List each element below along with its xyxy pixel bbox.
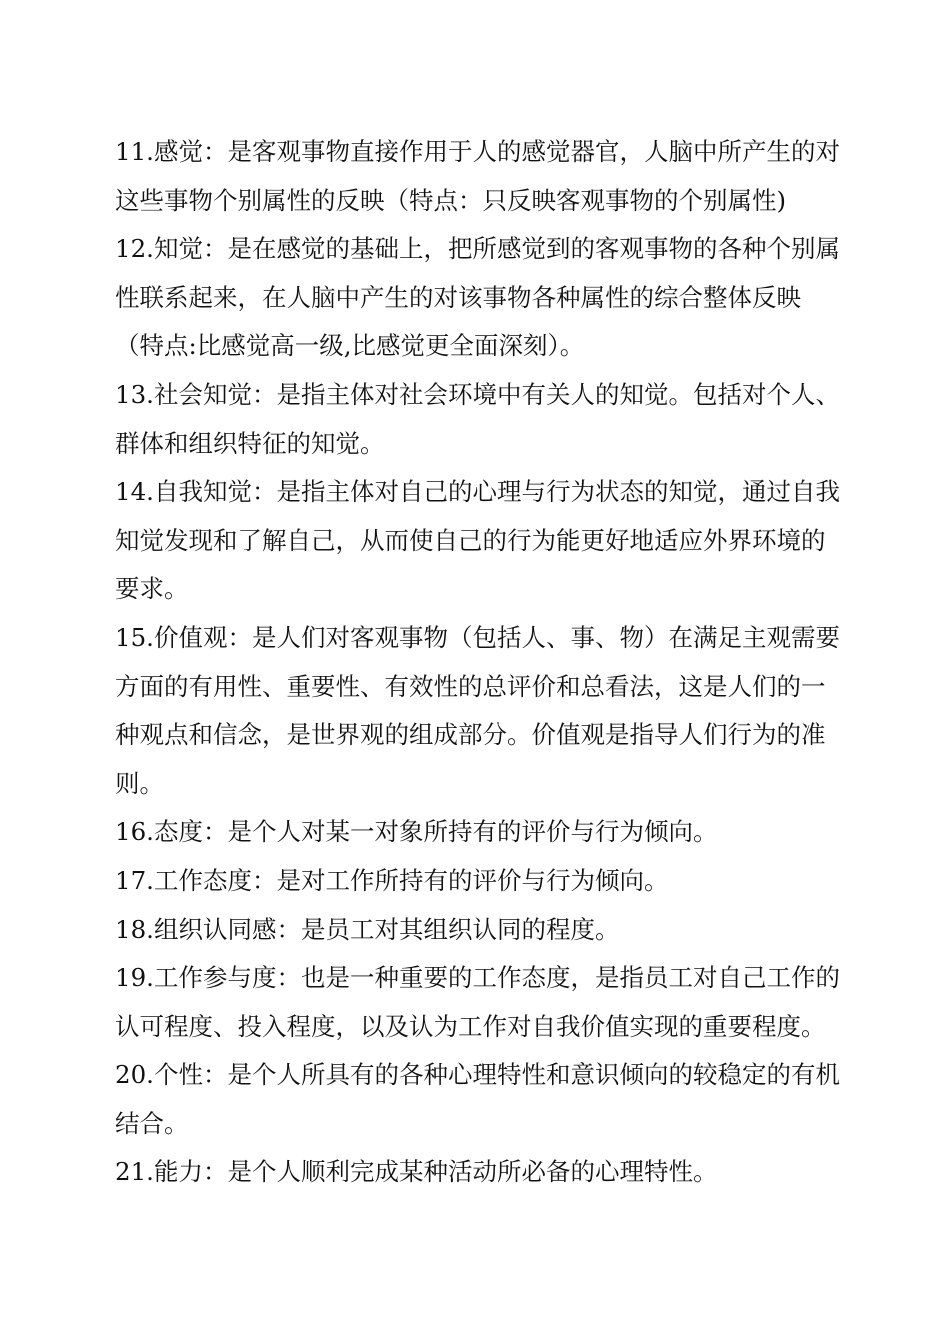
definition-personality: 20.个性：是个人所具有的各种心理特性和意识倾向的较稳定的有机结合。: [115, 1060, 840, 1138]
document-body: [115, 128, 845, 1197]
definition-values: 15.价值观：是人们对客观事物（包括人、事、物）在满足主观需要方面的有用性、重要性、有效性的总评价和总看法，这是人们的一种观点和信念，是世界观的组成部分。价值观是指导人们行为的准则。: [115, 622, 840, 798]
definition-ability: 21.能力：是个人顺利完成某种活动所必备的心理特性。: [115, 1157, 718, 1187]
definition-job-involvement: 19.工作参与度：也是一种重要的工作态度，是指员工对自己工作的认可程度、投入程度，以及认为工作对自我价值实现的重要程度。: [115, 963, 840, 1041]
definition-organizational-identification: 18.组织认同感：是员工对其组织认同的程度。: [115, 914, 620, 944]
definition-social-perception: 13.社会知觉：是指主体对社会环境中有关人的知觉。包括对个人、群体和组织特征的知觉。: [115, 379, 840, 458]
definition-perception: 12.知觉：是在感觉的基础上，把所感觉到的客观事物的各种个别属性联系起来，在人脑中产生的对该事物各种属性的综合整体反映（特点:比感觉高一级,比感觉更全面深刻）。: [115, 234, 840, 361]
definition-self-perception: 14.自我知觉：是指主体对自己的心理与行为状态的知觉，通过自我知觉发现和了解自己，从而使自己的行为能更好地适应外界环境的要求。: [115, 477, 840, 604]
definition-work-attitude: 17.工作态度：是对工作所持有的评价与行为倾向。: [115, 865, 669, 895]
definition-sensation: 11.感觉：是客观事物直接作用于人的感觉器官，人脑中所产生的对这些事物个别属性的反映（特点：只反映客观事物的个别属性): [115, 137, 840, 215]
definition-attitude: 16.态度：是个人对某一对象所持有的评价与行为倾向。: [115, 817, 718, 847]
